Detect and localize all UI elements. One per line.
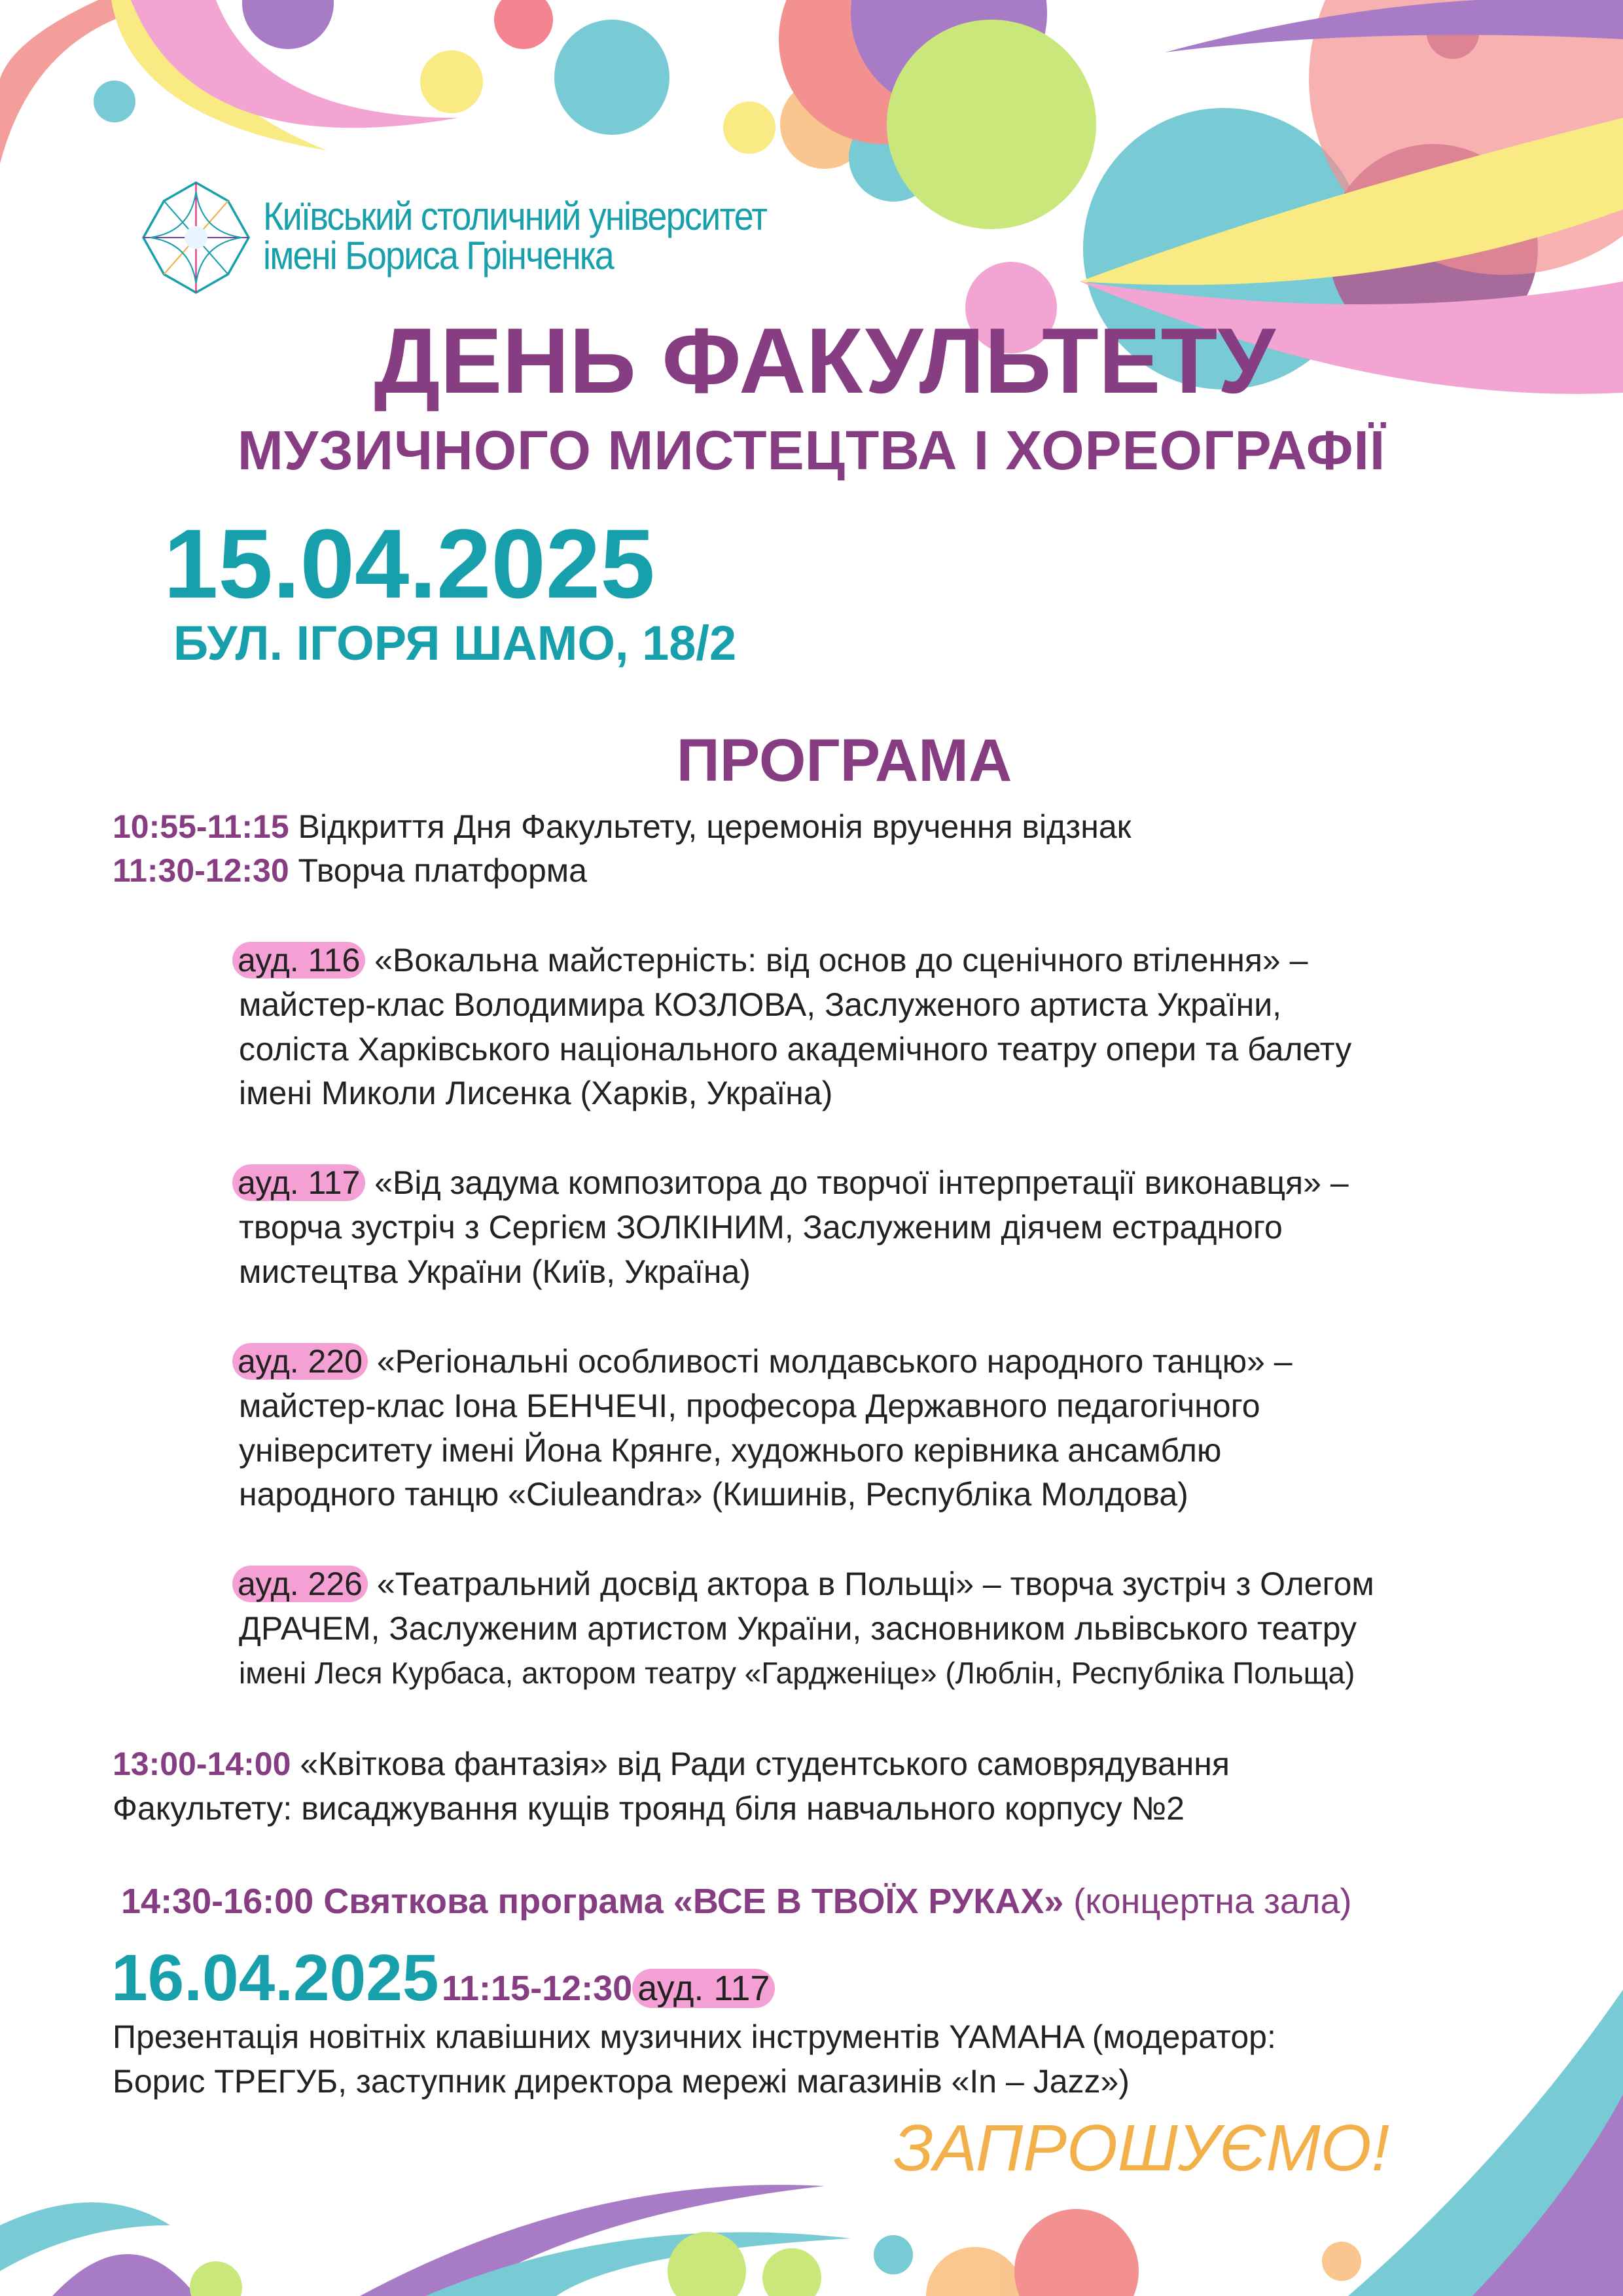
item-title: 14:30-16:00 Святкова програма «ВСЕ В ТВОЇХ РУКАХ» [121, 1882, 1064, 1921]
session-line: «Вокальна майстерність: від основ до сценічного втілення» – [374, 942, 1308, 978]
event-title: ДЕНЬ ФАКУЛЬТЕТУ [374, 309, 1275, 413]
session-line: народного танцю «Ciuleandra» (Кишинів, Республіка Молдова) [239, 1476, 1188, 1513]
session-line: ДРАЧЕМ, Заслуженим артистом України, засновником львівського театру [239, 1610, 1357, 1647]
session-line: творча зустріч з Сергієм ЗОЛКІНИМ, Заслуженим діячем естрадного [239, 1209, 1283, 1246]
day2-text: Презентація новітніх клавішних музичних інструментів YAMAHA (модератор: [113, 2018, 1276, 2055]
event-subtitle: МУЗИЧНОГО МИСТЕЦТВА І ХОРЕОГРАФІЇ [237, 420, 1386, 481]
session-line: майстер-клас Іона БЕНЧЕЧІ, професора Державного педагогічного [239, 1388, 1260, 1424]
university-name-line1: Київський столичний університет [263, 194, 767, 238]
day2-date: 16.04.2025 [111, 1941, 439, 2015]
event-date: 15.04.2025 [164, 509, 655, 619]
item-time: 13:00-14:00 [113, 1746, 291, 1782]
program-item [113, 1744, 1230, 1784]
invitation-text: ЗАПРОШУЄМО! [893, 2111, 1390, 2185]
session-117 [232, 1163, 1349, 1202]
session-line: університету імені Йона Крянге, художнього керівника ансамблю [239, 1432, 1222, 1469]
university-logo-icon [139, 179, 253, 296]
item-text: Творча платформа [289, 852, 587, 889]
item-time: 10:55-11:15 [113, 808, 289, 845]
session-line: мистецтва України (Київ, Україна) [239, 1253, 751, 1290]
session-226 [232, 1564, 1374, 1604]
program-item [113, 851, 587, 890]
item-place: (концертна зала) [1063, 1882, 1352, 1921]
university-name-line2: імені Бориса Грінченка [263, 234, 613, 278]
session-220 [232, 1342, 1293, 1381]
program-item [113, 807, 1132, 846]
session-line: імені Миколи Лисенка (Харків, Україна) [239, 1075, 833, 1111]
session-line: «Регіональні особливості молдавського народного танцю» – [376, 1343, 1293, 1380]
program-heading: ПРОГРАМА [676, 727, 1012, 794]
festive-program [121, 1882, 1351, 1921]
session-116 [232, 941, 1308, 980]
session-line: майстер-клас Володимира КОЗЛОВА, Заслуженого артиста України, [239, 986, 1282, 1023]
item-text: Відкриття Дня Факультету, церемонія вручення відзнак [289, 808, 1132, 845]
day2-header [111, 1941, 775, 2016]
room-badge: ауд. 117 [632, 1969, 775, 2008]
room-badge: ауд. 220 [232, 1343, 368, 1380]
session-line: соліста Харківського національного академічного театру опери та балету [239, 1031, 1352, 1067]
item-text: Факультету: висаджування кущів троянд біля навчального корпусу №2 [113, 1790, 1185, 1827]
item-time: 11:30-12:30 [113, 852, 289, 889]
item-text: «Квіткова фантазія» від Ради студентського самоврядування [291, 1746, 1230, 1782]
room-badge: ауд. 226 [232, 1566, 368, 1602]
room-badge: ауд. 117 [232, 1164, 365, 1201]
session-line: імені Леся Курбаса, актором театру «Гардженіце» (Люблін, Республіка Польща) [239, 1656, 1355, 1690]
session-line: «Театральний досвід актора в Польщі» – творча зустріч з Олегом [376, 1566, 1374, 1602]
event-address: БУЛ. ІГОРЯ ШАМО, 18/2 [173, 616, 737, 670]
day2-time: 11:15-12:30 [441, 1969, 633, 2008]
session-line: «Від задума композитора до творчої інтерпретації виконавця» – [374, 1164, 1349, 1201]
room-badge: ауд. 116 [232, 942, 365, 978]
day2-text: Борис ТРЕГУБ, заступник директора мережі магазинів «In – Jazz») [113, 2063, 1130, 2100]
